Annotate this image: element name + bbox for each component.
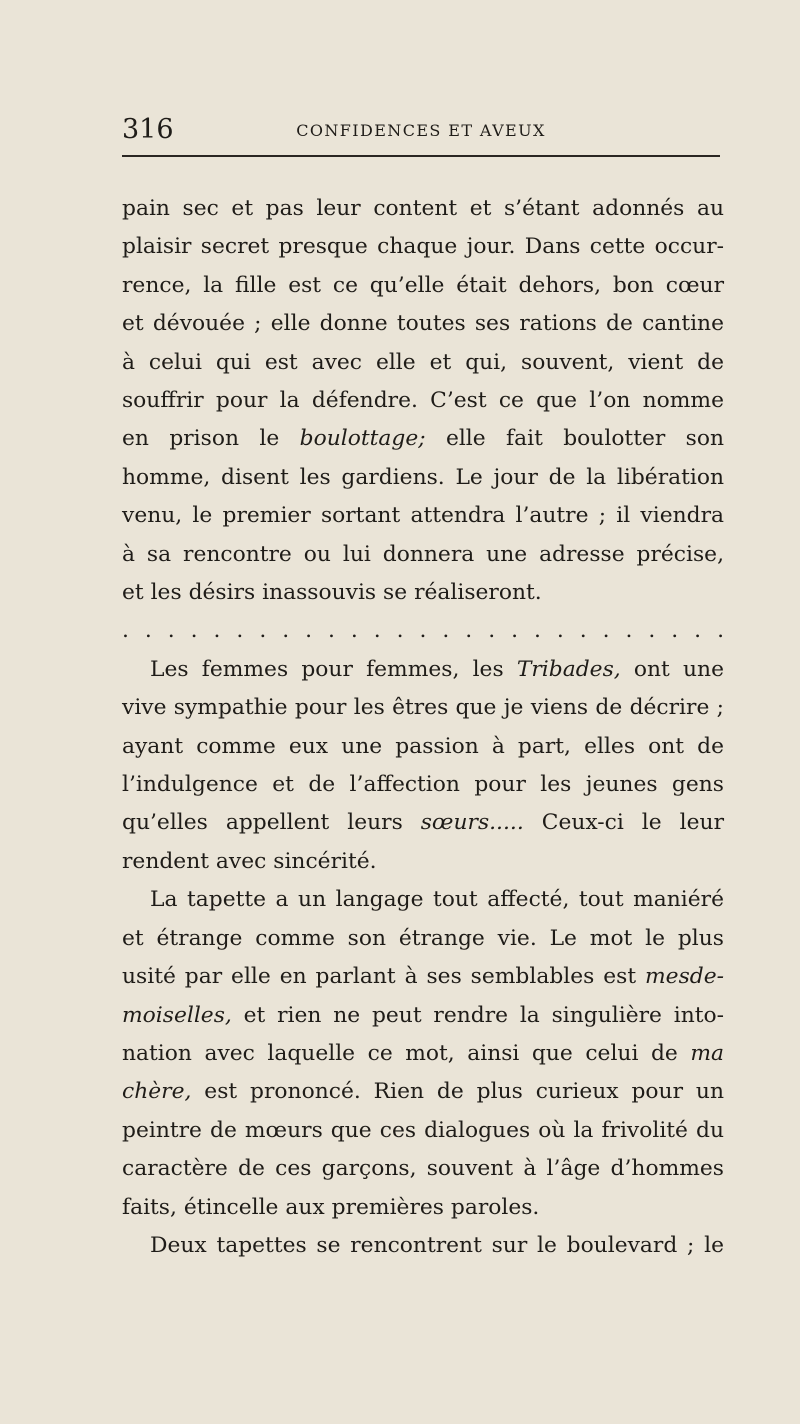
text-line: [122, 997, 724, 1035]
text-line: La tapette a un langage tout affecté, tout maniéré: [150, 887, 724, 913]
text-segment: en prison le: [122, 426, 300, 452]
running-title: CONFIDENCES ET AVEUX: [296, 121, 546, 140]
text-line: rendent avec sincérité.: [122, 848, 377, 874]
text-segment: usité par elle en parlant à ses semblables est: [122, 964, 646, 990]
text-line: l’indulgence et de l’affection pour les jeunes gens: [122, 772, 724, 798]
text-line: et étrange comme son étrange vie. Le mot le plus: [122, 925, 724, 951]
text-line: faits, étincelle aux premières paroles.: [122, 1194, 540, 1220]
text-line: [122, 420, 724, 458]
text-line: souffrir pour la défendre. C’est ce que l’on nomme: [122, 388, 724, 414]
text-segment: Ceux-ci le leur: [523, 810, 724, 836]
italic-term: ma: [690, 1040, 724, 1066]
text-line: Deux tapettes se rencontrent sur le boulevard ; le: [150, 1232, 724, 1258]
italic-term: chère,: [122, 1079, 192, 1105]
text-line: caractère de ces garçons, souvent à l’âge d’hommes: [122, 1156, 724, 1182]
text-segment: qu’elles appellent leurs: [122, 810, 421, 836]
text-line: [122, 1035, 724, 1073]
text-line: homme, disent les gardiens. Le jour de la libération: [122, 464, 724, 490]
text-segment: elle fait boulotter son: [425, 426, 724, 452]
text-line: [122, 804, 724, 842]
ellipsis-separator: . . . . . . . . . . . . . . . . . . . . . . . . . . .: [122, 618, 724, 644]
text-line: venu, le premier sortant attendra l’autre ; il viendra: [122, 503, 724, 529]
text-line: ayant comme eux une passion à part, elles ont de: [122, 733, 724, 759]
text-line: plaisir secret presque chaque jour. Dans cette occur-: [122, 234, 724, 260]
text-line: vive sympathie pour les êtres que je viens de décrire ;: [122, 695, 724, 721]
text-line: pain sec et pas leur content et s’étant adonnés au: [122, 196, 724, 221]
text-line: peintre de mœurs que ces dialogues où la frivolité du: [122, 1117, 724, 1143]
text-line: [122, 1073, 724, 1111]
header-rule: [122, 155, 720, 157]
text-segment: Les femmes pour femmes, les: [150, 656, 517, 682]
body-text: [122, 190, 724, 1265]
text-segment: est prononcé. Rien de plus curieux pour un: [191, 1079, 724, 1105]
italic-term: boulottage;: [299, 426, 426, 452]
text-line: à sa rencontre ou lui donnera une adresse précise,: [122, 541, 724, 567]
text-line: à celui qui est avec elle et qui, souvent, vient de: [122, 349, 724, 375]
text-line: et dévouée ; elle donne toutes ses rations de cantine: [122, 311, 724, 337]
text-segment: ont une: [620, 656, 724, 682]
page-header: [122, 112, 720, 152]
italic-term: moiselles,: [122, 1002, 232, 1028]
page-number: 316: [122, 114, 174, 145]
text-line: rence, la fille est ce qu’elle était dehors, bon cœur: [122, 272, 724, 298]
italic-term: Tribades,: [516, 656, 621, 682]
text-line: [122, 958, 724, 996]
text-line: [122, 651, 724, 689]
italic-term: mesde-: [645, 964, 724, 990]
italic-term: sœurs.....: [420, 810, 524, 836]
text-segment: et rien ne peut rendre la singulière into-: [231, 1002, 724, 1028]
text-line: et les désirs inassouvis se réaliseront.: [122, 580, 542, 606]
text-segment: nation avec laquelle ce mot, ainsi que celui de: [122, 1040, 691, 1066]
